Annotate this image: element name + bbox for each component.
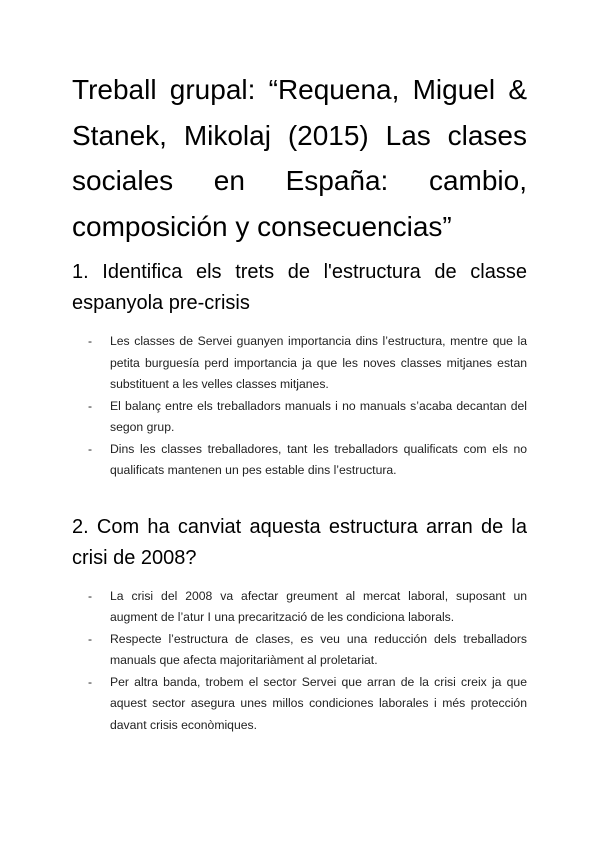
section-2-heading: 2. Com ha canviat aquesta estructura arran de la crisi de 2008? — [72, 515, 527, 569]
section-1-heading: 1. Identifica els trets de l'estructura de classe espanyola pre-crisis — [72, 261, 527, 314]
list-item — [72, 439, 527, 482]
bullet-text: El balanç entre els treballadors manuals i no manuals s’acaba decantan del segon grup. — [110, 398, 527, 434]
bullet-dash: - — [88, 588, 93, 603]
bullet-text: La crisi del 2008 va afectar greument al mercat laboral, suposant un augment de l’atur I una precarització de les condiciona laborals. — [110, 588, 527, 624]
list-item — [72, 629, 527, 672]
list-item — [72, 672, 527, 737]
bullet-text: Respecte l’estructura de clases, es veu una reducción dels treballadors manuals que afecta majoritariàment al proletariat. — [110, 631, 527, 667]
document-title: Treball grupal: “Requena, Miguel & Stanek, Mikolaj (2015) Las clases sociales en España: cambio, composición y consecuencias” — [72, 74, 527, 242]
bullet-dash: - — [88, 398, 93, 413]
bullet-dash: - — [88, 631, 93, 646]
list-item — [72, 331, 527, 396]
section-1-bullet-list — [72, 331, 527, 482]
bullet-text: Per altra banda, trobem el sector Servei que arran de la crisi creix ja que aquest sector asegura unes millos condiciones laborales i més protección davant crisis econòmiques. — [110, 674, 527, 732]
bullet-text: Dins les classes treballadores, tant les treballadors qualificats com els no qualificats mantenen un pes estable dins l’estructura. — [110, 441, 527, 477]
list-item — [72, 396, 527, 439]
section-2-bullet-list — [72, 586, 527, 737]
list-item — [72, 586, 527, 629]
bullet-dash: - — [88, 334, 93, 348]
bullet-text: Les classes de Servei guanyen importancia dins l’estructura, mentre que la petita burguesía perd importancia ja que les noves classes mitjanes estan substituent a les velles classes mitjanes. — [110, 334, 527, 391]
bullet-dash: - — [88, 674, 93, 689]
bullet-dash: - — [88, 441, 93, 456]
document-page — [72, 67, 527, 736]
